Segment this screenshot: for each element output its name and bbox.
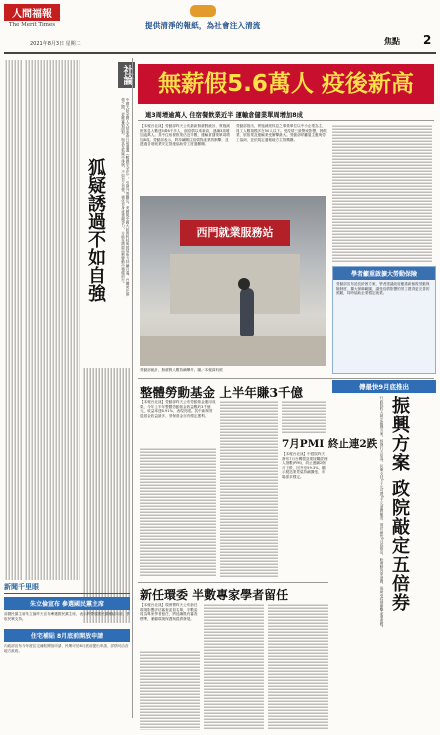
sidebar-item-1-body: 前國民黨主席朱立倫昨天宣布參選國民黨主席，表示將帶領國民黨團結向前，爭取民眾支持。 — [4, 612, 130, 621]
logo-cn: 人間福報 — [4, 4, 60, 21]
left-text-columns — [4, 60, 22, 580]
masthead-logo — [4, 4, 60, 34]
pmi-body: 【本報台北訊】中經院昨天發布7月台灣製造業採購經理人指數(PMI)，終止連續2個月下跌，回升至59.3%，顯示製造業景氣持續擴張，市場需求穩定。 — [282, 452, 328, 479]
fund-body: 【本報台北訊】勞動部昨天公布勞動基金運用成果，今年上半年整體勞動基金收益數約3千億元，收益率達6.91%，表現亮眼。其中新制勞退基金收益最多，勞保基金亦有穩定獲利。 — [140, 400, 216, 418]
editorial-tag: 社論 — [118, 62, 135, 88]
section-banner: 提供清淨的報紙，為社會注入清流 — [145, 21, 261, 30]
logo-en: The Merit Times — [8, 22, 56, 28]
editorial — [80, 58, 132, 628]
side-box — [332, 266, 436, 374]
masthead — [0, 0, 440, 58]
right-feature-title: 振興方案 政院敲定五倍券 — [389, 396, 410, 613]
main-story-photo — [140, 196, 326, 366]
section-label: 焦點 — [384, 37, 400, 46]
news-sidebar — [4, 582, 130, 732]
right-feature-body: 行政院昨天敲定振興方案，將發行五倍券，民眾支付1千元可獲5千元消費額度，預計最快9月底推出，盼帶動內需消費，協助受疫情衝擊產業復甦。 — [380, 396, 384, 630]
sidebar-item-1-title: 朱立倫宣布 參選國民黨主席 — [4, 597, 130, 610]
sidebar-item-2-title: 住宅補貼 8月底前開放申請 — [4, 629, 130, 642]
bottom-body: 【本報台北訊】環保署昨天公布新任環境影響評估審查委員名單，半數委員為專家學者留任，將延續既有審查標準，兼顧環境保護與經濟發展。 — [140, 603, 198, 621]
editorial-title: 狐疑誘過不如自強 — [85, 158, 106, 302]
sidebar-header: 新聞千里眼 — [4, 582, 130, 594]
banner-title: 無薪假5.6萬人 疫後新高 — [158, 71, 414, 97]
pmi-headline: 7月PMI 終止連2跌 — [282, 438, 378, 450]
bottom-headline: 新任環委 半數專家學者留任 — [140, 588, 289, 602]
sidebar-item-2-body: 內政部宣布今年度住宅補貼開放申請，民眾可於8月底前提出申請，詳情可洽各地方政府。 — [4, 644, 129, 653]
side-box-title: 學者籲重啟擴大勞動保險 — [333, 267, 435, 280]
editorial-body: 中國大陸全國人大常委會日前通過《數據安全法》，引發外界關注。美國與中國大陸的科技與貿易角力持續升溫，台灣夾在兩強之間，更應審慎面對。與其在狐疑中徘徊，不如自立自強，強化自身產業競爭力，方能在國際局勢變動中穩健前行。 — [121, 98, 130, 296]
main-story-body-2: 勞動部指出，實施減班休息之事業單位以中小企業為主，員工人數規模多在50人以下。受疫情三級警戒影響，餐飲業、旅宿業及運輸業受衝擊最大。勞動部呼籲雇主應與勞工協商，並依規定通報地方主管機關。 — [236, 124, 327, 142]
main-story-subtitle: 連3周增逾萬人 住宿餐飲業近半 運輸倉儲業單周增加8成 — [145, 112, 303, 119]
right-feature-header: 傳最快9月底推出 — [332, 380, 436, 393]
main-story-body: 【本報台北訊】勞動部昨天公布最新無薪假統計，實施減班休息人數達5萬6千多人，創疫情以來新高，連續3周增加逾萬人。其中住宿餐飲業佔近半數，運輸倉儲業單周增加8成。勞動部表示，將持續關注疫情對產業的衝擊，並透過各項就業安定措施協助勞工度過難關。 — [140, 124, 230, 147]
page-number: 2 — [423, 33, 432, 47]
fund-headline: 整體勞動基金 上半年賺3千億 — [140, 385, 304, 400]
main-story-banner — [138, 64, 434, 104]
photo-caption: 勞動部統計，無薪假人數持續攀升。圖／本報資料照 — [140, 368, 223, 372]
photo-sign: 西門就業服務站 — [180, 220, 290, 246]
right-feature — [332, 380, 436, 730]
left-text-columns-2 — [24, 60, 80, 580]
section-banner-emblem — [190, 5, 216, 17]
masthead-date: 2021年8月3日 星期二 — [30, 41, 81, 47]
side-box-body: 勞動部宣布延長紓困方案，學者建議政府應重新檢視勞動保險制度，擴大保障範圍，讓受疫情影響的勞工獲得更完善的照顧，同時協助企業穩定就業。 — [336, 282, 430, 296]
